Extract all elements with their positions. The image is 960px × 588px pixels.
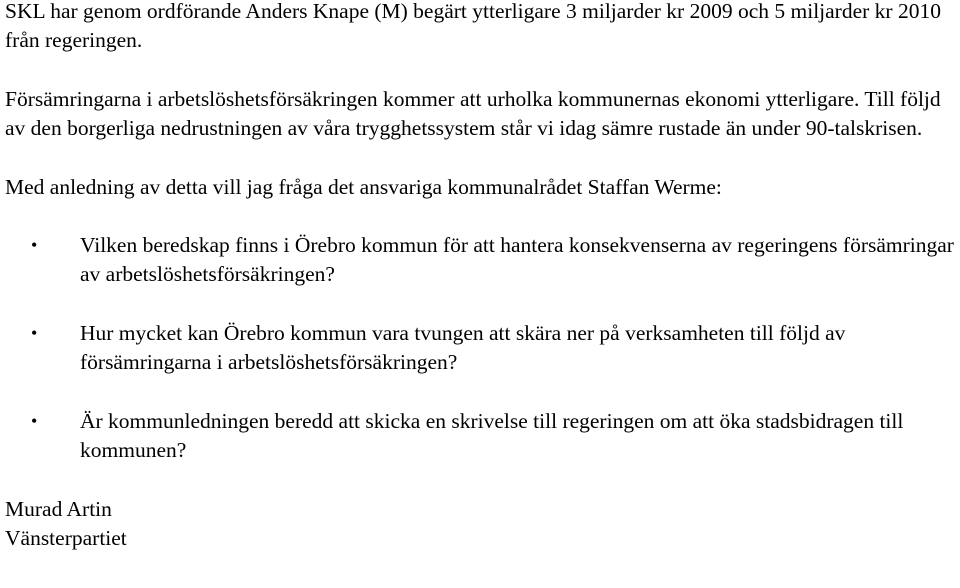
question-text: Är kommunledningen beredd att skicka en skrivelse till regeringen om att öka stadsbidragen till kommunen? — [80, 409, 904, 462]
question-item — [5, 407, 957, 465]
question-list — [5, 231, 957, 465]
paragraph-unemployment-insurance: Försämringarna i arbetslöshetsförsäkringen kommer att urholka kommunernas ekonomi ytterligare. Till följd av den borgerliga nedrustningen av våra trygghetssystem står vi idag sämre rustade än under 90-talskrisen. — [5, 87, 941, 140]
question-item — [5, 231, 957, 289]
bullet-icon: • — [31, 235, 38, 255]
question-text: Hur mycket kan Örebro kommun vara tvungen att skära ner på verksamheten till följd av försämringarna i arbetslöshetsförsäkringen? — [80, 321, 846, 374]
bullet-icon: • — [31, 323, 38, 343]
paragraph-question-intro: Med anledning av detta vill jag fråga det ansvariga kommunalrådet Staffan Werme: — [5, 175, 722, 199]
question-text: Vilken beredskap finns i Örebro kommun för att hantera konsekvenserna av regeringens försämringar av arbetslöshetsförsäkringen? — [80, 233, 954, 286]
signature-block — [5, 495, 957, 553]
question-item — [5, 319, 957, 377]
bullet-icon: • — [31, 411, 38, 431]
signature-party: Vänsterpartiet — [5, 526, 127, 550]
paragraph-skl-request: SKL har genom ordförande Anders Knape (M) begärt ytterligare 3 miljarder kr 2009 och 5 miljarder kr 2010 från regeringen. — [5, 0, 941, 52]
document-page — [5, 0, 957, 553]
signature-name: Murad Artin — [5, 497, 112, 521]
